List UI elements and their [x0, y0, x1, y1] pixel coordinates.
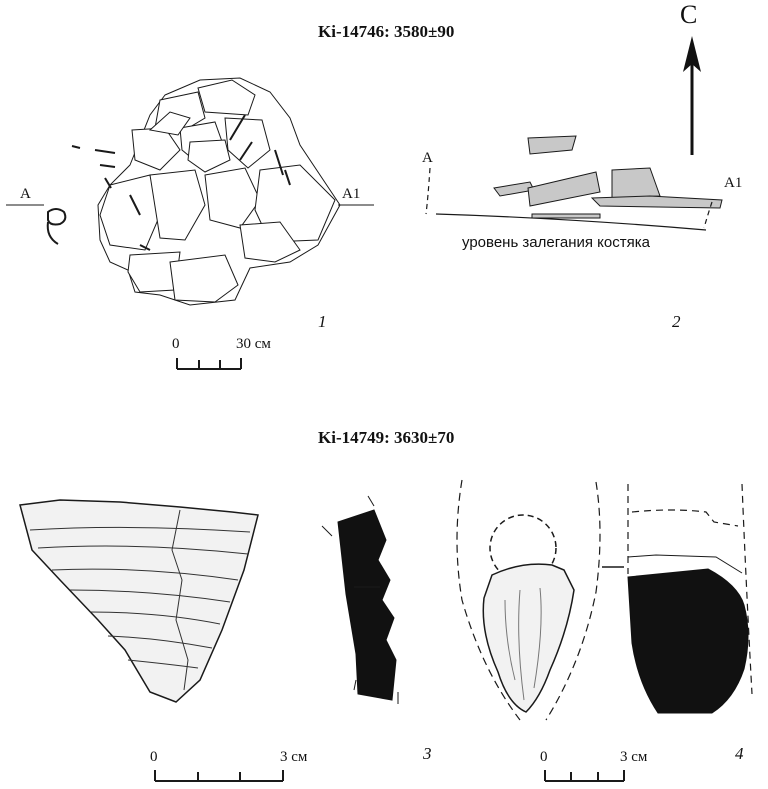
- top-title: Ki-14746: 3580±90: [318, 22, 455, 41]
- scale-bar-sherd: [155, 770, 283, 781]
- sherd-exterior-drawing: [20, 500, 258, 702]
- plan-label-a1: A1: [342, 186, 361, 202]
- scale-bar-pendant: [545, 770, 624, 781]
- bottom-title: Ki-14749: 3630±70: [318, 428, 455, 447]
- plan-scale-zero: 0: [172, 336, 180, 352]
- section-label-a1: A1: [724, 175, 743, 191]
- figure-number-1: 1: [318, 312, 327, 331]
- pendant-scale-end: 3 см: [620, 749, 648, 765]
- pendant-scale-zero: 0: [540, 749, 548, 765]
- sherd-section-drawing: [322, 496, 398, 704]
- section-label-a: A: [422, 150, 433, 166]
- plan-label-a: A: [20, 186, 31, 202]
- plan-scale-end: 30 см: [236, 336, 271, 352]
- figure-number-3: 3: [423, 744, 432, 763]
- sherd-scale-end: 3 см: [280, 749, 308, 765]
- pendant-section-drawing: [628, 484, 752, 713]
- figure-number-2: 2: [672, 312, 681, 331]
- north-letter: С: [680, 0, 698, 29]
- figure-number-4: 4: [735, 744, 744, 763]
- sherd-scale-zero: 0: [150, 749, 158, 765]
- skeleton-level-caption: уровень залегания костяка: [462, 234, 650, 251]
- pendant-exterior-drawing: [457, 480, 624, 720]
